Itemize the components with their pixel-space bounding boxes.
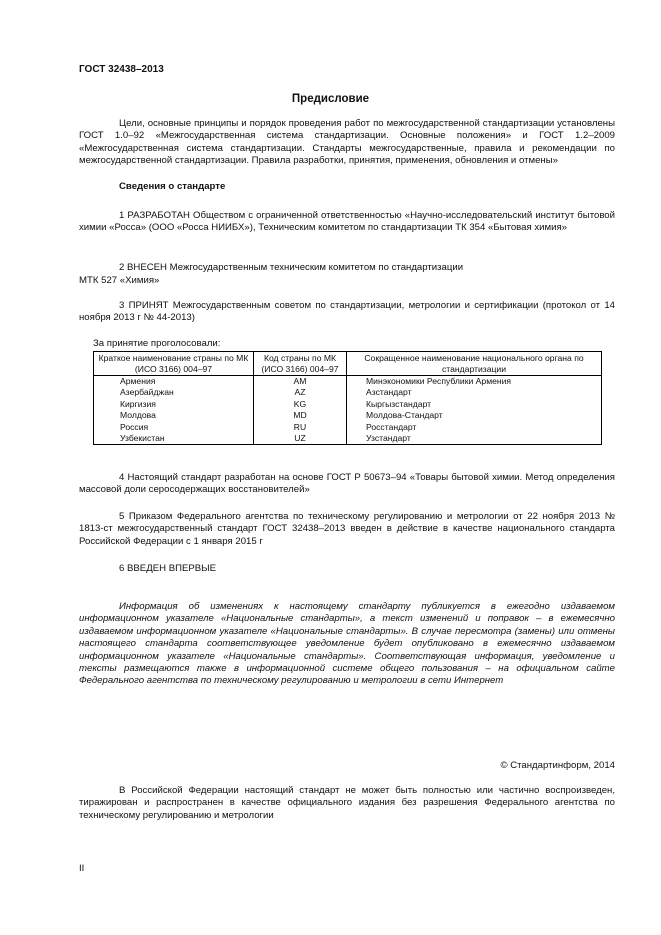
cell-country: Узбекистан [94, 433, 254, 445]
cell-code: RU [254, 422, 347, 433]
standard-info-heading: Сведения о стандарте [119, 181, 226, 192]
cell-code: AZ [254, 387, 347, 398]
item-submitted-line1: 2 ВНЕСЕН Межгосударственным техническим комитетом по стандартизации [119, 262, 464, 273]
voting-table [93, 351, 602, 445]
page-number: II [79, 863, 85, 874]
item-submitted-line2: МТК 527 «Химия» [79, 275, 160, 286]
header-country: Краткое наименование страны по МК (ИСО 3166) 004–97 [94, 352, 254, 376]
cell-country: Молдова [94, 410, 254, 421]
cell-code: UZ [254, 433, 347, 445]
vote-label: За принятие проголосовали: [93, 338, 221, 349]
document-code: ГОСТ 32438–2013 [79, 64, 164, 75]
table-row [94, 376, 602, 388]
table-row [94, 433, 602, 445]
cell-organization: Росстандарт [347, 422, 602, 433]
cell-organization: Минэкономики Республики Армения [347, 376, 602, 388]
cell-code: KG [254, 399, 347, 410]
cell-country: Россия [94, 422, 254, 433]
cell-country: Киргизия [94, 399, 254, 410]
item-adopted: 3 ПРИНЯТ Межгосударственным советом по стандартизации, метрологии и сертификации (протокол от 14 ноября 2013 г № 44-2013) [79, 300, 615, 324]
header-organization: Сокращенное наименование национального органа по стандартизации [347, 352, 602, 376]
intro-paragraph: Цели, основные принципы и порядок проведения работ по межгосударственной стандартизации установлены ГОСТ 1.0–92 «Межгосударственная система стандартизации. Основные положения» и ГОСТ 1.2–2009 «Межгосударственная система стандартизации. Стандарты межгосударственные, правила и рекомендации по межгосударственной стандартизации. Правила разработки, принятия, применения, обновления и отмены» [79, 118, 615, 167]
cell-organization: Узстандарт [347, 433, 602, 445]
table-row [94, 399, 602, 410]
cell-country: Армения [94, 376, 254, 388]
header-code: Код страны по МК (ИСО 3166) 004–97 [254, 352, 347, 376]
table-row [94, 410, 602, 421]
table-row [94, 422, 602, 433]
cell-organization: Азстандарт [347, 387, 602, 398]
table-row [94, 387, 602, 398]
item-developed: 1 РАЗРАБОТАН Обществом с ограниченной ответственностью «Научно-исследовательский институт бытовой химии «Росса» (ООО «Росса НИИБХ»), Техническим комитетом по стандартизации ТК 354 «Бытовая химия» [79, 210, 615, 234]
item-introduced: 6 ВВЕДЕН ВПЕРВЫЕ [119, 563, 217, 574]
cell-organization: Молдова-Стандарт [347, 410, 602, 421]
page-title: Предисловие [291, 93, 370, 105]
cell-code: AM [254, 376, 347, 388]
cell-country: Азербайджан [94, 387, 254, 398]
amendments-info-note: Информация об изменениях к настоящему стандарту публикуется в ежегодно издаваемом информационном указателе «Национальные стандарты», а текст изменений и поправок – в ежемесячно издаваемом информационном указателе «Национальные стандарты». В случае пересмотра (замены) или отмены настоящего стандарта соответствующее уведомление будет опубликовано в ежемесячно издаваемом информационном указателе «Национальные стандарты». Соответствующая информация, уведомление и тексты размещаются также в информационной системе общего пользования – на официальном сайте Федерального агентства по техническому регулированию и метрологии в сети Интернет [79, 601, 615, 687]
table-header-row [94, 352, 602, 376]
item-order: 5 Приказом Федерального агентства по техническому регулированию и метрологии от 22 ноября 2013 № 1813-ст межгосударственный стандарт ГОСТ 32438–2013 введен в действие в качестве национального стандарта Российской Федерации с 1 января 2015 г [79, 511, 615, 547]
reproduction-notice: В Российской Федерации настоящий стандарт не может быть полностью или частично воспроизведен, тиражирован и распространен в качестве официального издания без разрешения Федерального агентства по техническому регулированию и метрологии [79, 785, 615, 821]
cell-code: MD [254, 410, 347, 421]
copyright-line: © Стандартинформ, 2014 [500, 760, 615, 771]
item-basis: 4 Настоящий стандарт разработан на основе ГОСТ Р 50673–94 «Товары бытовой химии. Метод определения массовой доли серосодержащих восстановителей» [79, 472, 615, 496]
cell-organization: Кыргызстандарт [347, 399, 602, 410]
